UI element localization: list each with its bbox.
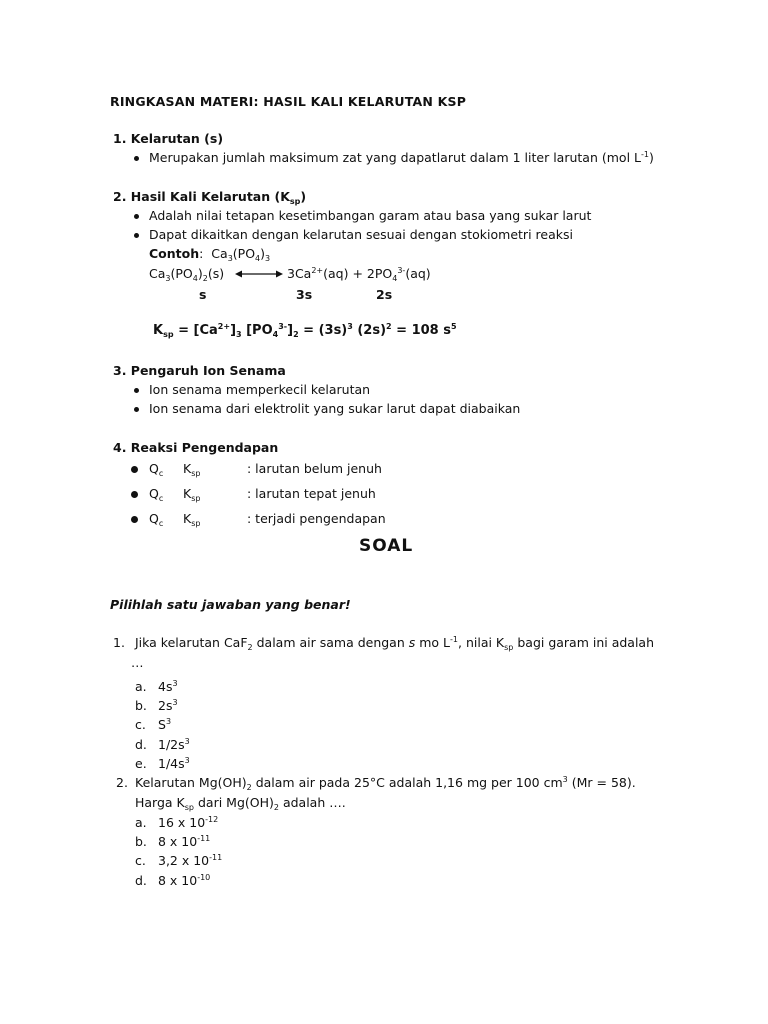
option-label: d. bbox=[135, 737, 147, 752]
solubility-3s: 3s bbox=[296, 287, 313, 302]
bullet-icon bbox=[134, 233, 139, 238]
option-value: 3,2 x $10^{-11}$ bbox=[158, 853, 223, 868]
option-value: $2s^3$ bbox=[158, 698, 178, 713]
section-4-heading: 4. Reaksi Pengendapan bbox=[113, 440, 279, 455]
precipitation-row-q: $Q_c$ bbox=[149, 461, 164, 478]
section-2-bullet-1: Adalah nilai tetapan kesetimbangan garam atau basa yang sukar larut bbox=[149, 208, 592, 223]
option-value: 8 x $10^{-10}$ bbox=[158, 873, 211, 888]
section-2-bullet-2: Dapat dikaitkan dengan kelarutan sesuai dengan stokiometri reaksi bbox=[149, 227, 573, 242]
question-2-number: 2. bbox=[116, 775, 128, 790]
bullet-icon bbox=[134, 388, 139, 393]
ksp-expression: $K_{sp} = [Ca^{2+}]_3$ $[PO_4^{3-}]_2 = (3s)^3$ $(2s)^2 = 108$ $s^5$ bbox=[153, 322, 457, 339]
option-label: b. bbox=[135, 834, 147, 849]
option-label: c. bbox=[135, 853, 146, 868]
option-value: $1/4s^3$ bbox=[158, 756, 190, 771]
option-value: 8 x $10^{-11}$ bbox=[158, 834, 211, 849]
precipitation-row-text: : terjadi pengendapan bbox=[247, 511, 386, 526]
question-2-text: Kelarutan $Mg(OH)_2$ dalam air pada 25°C adalah 1,16 mg per 100 $cm^3$ (Mr = 58). bbox=[135, 775, 636, 792]
option-label: a. bbox=[135, 815, 147, 830]
option-value: 16 x $10^{-12}$ bbox=[158, 815, 219, 830]
precipitation-row-text: : larutan belum jenuh bbox=[247, 461, 382, 476]
option-label: c. bbox=[135, 717, 146, 732]
precipitation-row-k: $K_{sp}$ bbox=[183, 511, 201, 528]
question-1-text: Jika kelarutan CaF$_2$ dalam air sama dengan s mo $L^{-1}$, nilai $K_{sp}$ bagi garam ini adalah bbox=[135, 635, 655, 652]
option-value: $1/2s^3$ bbox=[158, 737, 190, 752]
section-3-bullet-1: Ion senama memperkecil kelarutan bbox=[149, 382, 371, 397]
option-value: $4s^3$ bbox=[158, 679, 178, 694]
solubility-2s: 2s bbox=[376, 287, 393, 302]
solubility-s: s bbox=[199, 287, 207, 302]
precipitation-row-k: $K_{sp}$ bbox=[183, 461, 201, 478]
question-1-continuation: … bbox=[131, 655, 144, 670]
bullet-icon bbox=[134, 214, 139, 219]
option-label: d. bbox=[135, 873, 147, 888]
equation-right: $3Ca^{2+}(aq) + 2PO_4^{3-}(aq)$ bbox=[287, 266, 431, 283]
option-label: b. bbox=[135, 698, 147, 713]
section-1-bullet-1: Merupakan jumlah maksimum zat yang dapatlarut dalam 1 liter larutan (mol $L^{-1}$) bbox=[149, 150, 654, 165]
section-2-heading: 2. Hasil Kali Kelarutan $(K_{sp})$ bbox=[113, 189, 307, 206]
equation-left: $Ca_3(PO_4)_2(s)$ bbox=[149, 266, 225, 283]
precipitation-row-k: $K_{sp}$ bbox=[183, 486, 201, 503]
document-title: RINGKASAN MATERI: HASIL KALI KELARUTAN KSP bbox=[110, 94, 467, 109]
question-2-text-line-2: Harga $K_{sp}$ dari $Mg(OH)_2$ adalah …. bbox=[135, 795, 346, 812]
bullet-icon bbox=[131, 466, 138, 473]
example-line: Contoh: $Ca_3(PO_4)_3$ bbox=[149, 246, 271, 263]
section-3-bullet-2: Ion senama dari elektrolit yang sukar larut dapat diabaikan bbox=[149, 401, 521, 416]
question-1-number: 1. bbox=[113, 635, 125, 650]
precipitation-row-text: : larutan tepat jenuh bbox=[247, 486, 376, 501]
soal-heading: SOAL bbox=[359, 536, 414, 556]
option-label: a. bbox=[135, 679, 147, 694]
bullet-icon bbox=[131, 516, 138, 523]
option-value: $S^3$ bbox=[158, 717, 172, 732]
instruction: Pilihlah satu jawaban yang benar! bbox=[110, 597, 351, 612]
precipitation-row-q: $Q_c$ bbox=[149, 486, 164, 503]
equilibrium-arrow-icon bbox=[235, 268, 283, 280]
precipitation-row-q: $Q_c$ bbox=[149, 511, 164, 528]
option-label: e. bbox=[135, 756, 147, 771]
bullet-icon bbox=[134, 407, 139, 412]
bullet-icon bbox=[131, 491, 138, 498]
bullet-icon bbox=[134, 156, 139, 161]
section-3-heading: 3. Pengaruh Ion Senama bbox=[113, 363, 286, 378]
section-1-heading: 1. Kelarutan (s) bbox=[113, 131, 224, 146]
